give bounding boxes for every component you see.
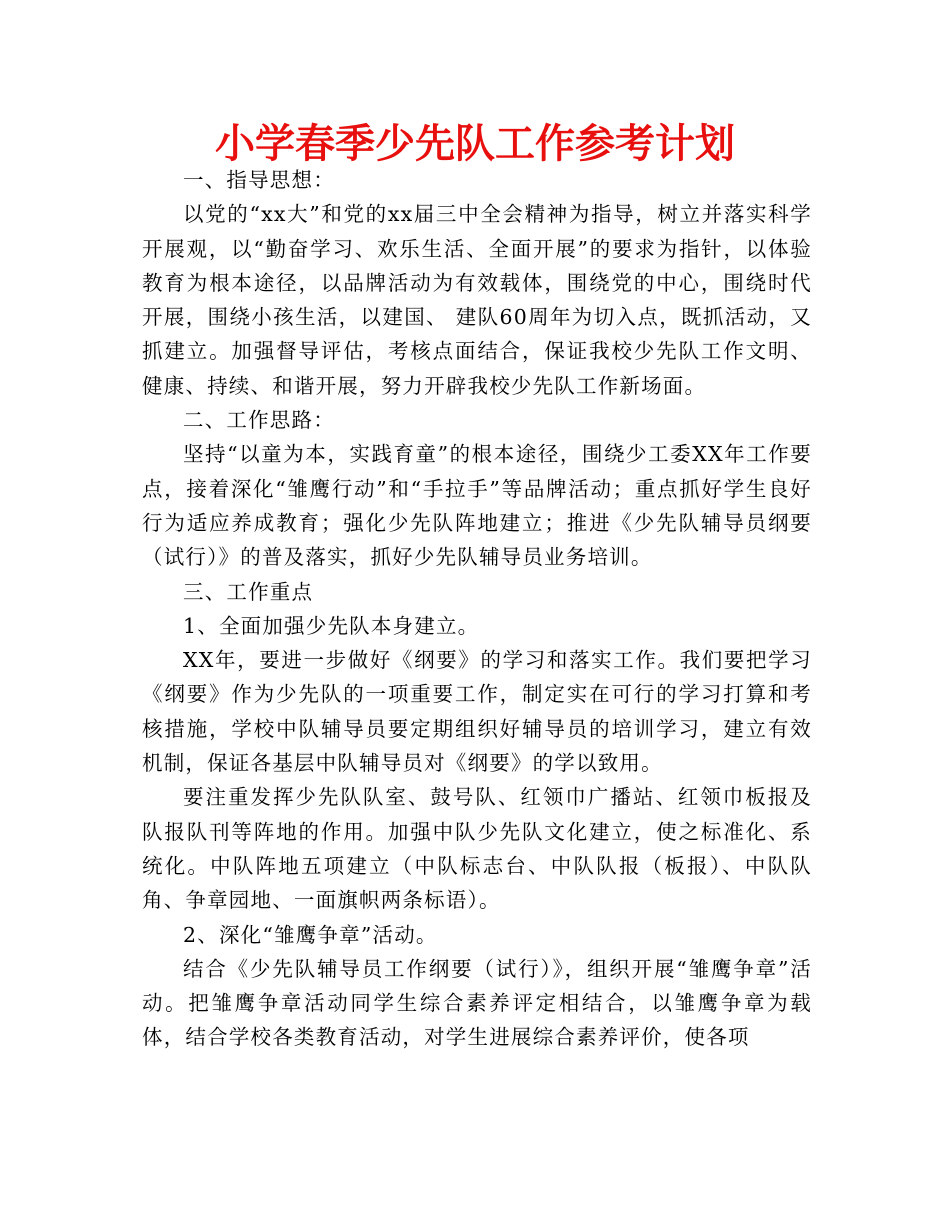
paragraph-position-building: 要注重发挥少先队队室、鼓号队、红领巾广播站、红领巾板报及队报队刊等阵地的作用。加强中队少先队文化建立，使之标准化、系统化。中队阵地五项建立（中队标志台、中队队报（板报）、中队队角、争章园地、一面旗帜两条标语）。 — [142, 785, 812, 913]
paragraph-outline-study: XX年，要进一步做好《纲要》的学习和落实工作。我们要把学习《纲要》作为少先队的一项重要工作，制定实在可行的学习打算和考核措施，学校中队辅导员要定期组织好辅导员的培训学习，建立有效机制，保证各基层中队辅导员对《纲要》的学以致用。 — [142, 648, 812, 776]
section-heading-guiding-ideology: 一、指导思想： — [183, 168, 335, 192]
paragraph-eagle-badge: 结合《少先队辅导员工作纲要（试行）》，组织开展“雏鹰争章”活动。把雏鹰争章活动同学生综合素养评定相结合，以雏鹰争章为载体，结合学校各类教育活动，对学生进展综合素养评价，使各项 — [142, 956, 812, 1050]
document-body — [142, 163, 812, 1055]
paragraph-guiding-ideology: 以党的“xx大”和党的xx届三中全会精神为指导，树立并落实科学开展观，以“勤奋学习、欢乐生活、全面开展”的要求为指针，以体验教育为根本途径，以品牌活动为有效载体，围绕党的中心，围绕时代开展，围绕小孩生活，以建国、 建队60周年为切入点，既抓活动，又抓建立。加强督导评估，考核点面结合，保证我校少先队工作文明、健康、持续、和谐开展，努力开辟我校少先队工作新场面。 — [142, 202, 812, 398]
document-title: 小学春季少先队工作参考计划 — [215, 121, 735, 167]
subheading-eagle-badge: 2、深化“雏鹰争章”活动。 — [183, 922, 438, 947]
subheading-team-building: 1、全面加强少先队本身建立。 — [183, 613, 480, 638]
paragraph-work-approach: 坚持“以童为本，实践育童”的根本途径，围绕少工委XX年工作要点，接着深化“雏鹰行动”和“手拉手”等品牌活动；重点抓好学生良好行为适应养成教育；强化少先队阵地建立；推进《少先队辅导员纲要（试行）》的普及落实，抓好少先队辅导员业务培训。 — [142, 442, 812, 570]
section-heading-work-approach: 二、工作思路： — [183, 408, 335, 433]
section-heading-work-focus: 三、工作重点 — [183, 579, 314, 604]
